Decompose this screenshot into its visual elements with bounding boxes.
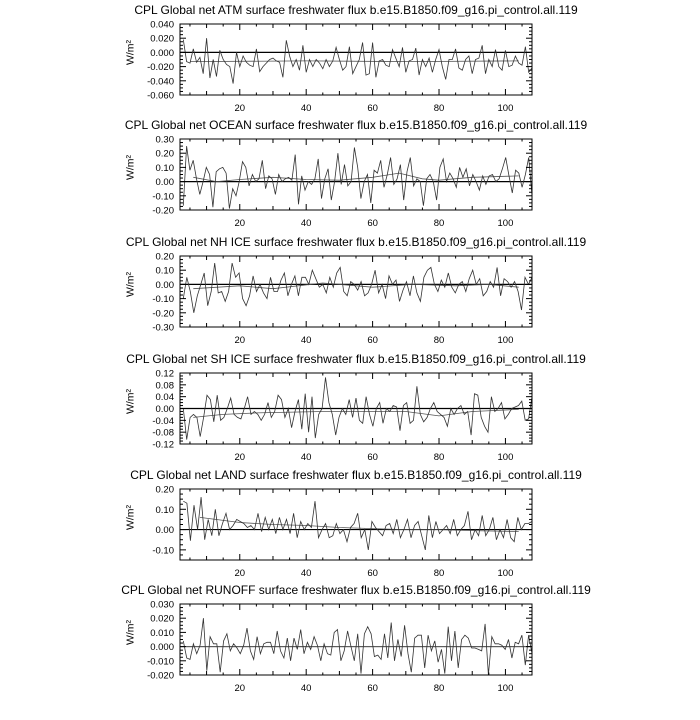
x-tick-label: 40 — [300, 683, 312, 694]
x-tick-label: 40 — [300, 335, 312, 346]
x-tick-label: 80 — [433, 335, 445, 346]
y-tick-label: 0.000 — [150, 47, 174, 59]
data-series-line — [183, 497, 532, 550]
chart-title: CPL Global net ATM surface freshwater flux b.e15.B1850.f09_g16.pi_control.all.119 — [134, 3, 578, 17]
x-tick-label: 60 — [367, 452, 378, 463]
x-tick-label: 100 — [497, 568, 514, 579]
x-tick-label: 40 — [300, 452, 312, 463]
y-tick-label: 0.030 — [150, 599, 174, 611]
plot-frame — [180, 489, 532, 560]
y-axis-label: W/m² — [124, 154, 137, 181]
running-mean-line — [190, 61, 519, 62]
y-tick-label: 0.00 — [155, 525, 174, 537]
x-tick-label: 40 — [300, 218, 312, 229]
x-tick-label: 60 — [367, 335, 378, 346]
y-tick-label: 0.08 — [155, 380, 174, 392]
y-tick-label: 0.10 — [155, 504, 174, 516]
y-tick-label: 0.04 — [155, 392, 174, 404]
y-tick-label: 0.20 — [155, 484, 174, 496]
y-tick-label: -0.040 — [147, 76, 174, 88]
y-tick-label: 0.12 — [155, 368, 174, 380]
x-tick-label: 80 — [433, 568, 445, 579]
plot-frame — [180, 139, 532, 210]
y-tick-label: 0.00 — [155, 177, 174, 189]
y-tick-label: -0.20 — [152, 205, 174, 217]
y-axis-label: W/m² — [124, 271, 137, 298]
plot-frame — [180, 604, 532, 675]
chart-title: CPL Global net OCEAN surface freshwater flux b.e15.B1850.f09_g16.pi_control.all.119 — [124, 118, 588, 132]
chart-title: CPL Global net SH ICE surface freshwater flux b.e15.B1850.f09_g16.pi_control.all.119 — [126, 352, 586, 366]
x-tick-label: 80 — [433, 218, 445, 229]
y-tick-label: -0.04 — [152, 415, 174, 427]
y-tick-label: -0.020 — [147, 62, 174, 74]
y-tick-label: 0.20 — [155, 251, 174, 263]
x-tick-label: 100 — [497, 103, 514, 114]
x-tick-label: 40 — [300, 568, 312, 579]
y-tick-label: -0.010 — [147, 656, 174, 668]
x-tick-label: 60 — [367, 103, 378, 114]
plot-frame — [180, 24, 532, 95]
y-tick-label: 0.040 — [150, 19, 174, 31]
y-tick-label: -0.10 — [152, 191, 174, 203]
y-axis-label: W/m² — [124, 504, 137, 531]
y-tick-label: 0.10 — [155, 265, 174, 277]
x-tick-label: 80 — [433, 103, 445, 114]
y-tick-label: -0.060 — [147, 90, 174, 102]
y-tick-label: -0.10 — [152, 294, 174, 306]
y-axis-label: W/m² — [124, 388, 137, 415]
x-tick-label: 60 — [367, 218, 378, 229]
data-series-line — [183, 263, 532, 313]
y-tick-label: 0.010 — [150, 627, 174, 639]
panel-runoff — [0, 583, 700, 720]
x-tick-label: 20 — [234, 568, 246, 579]
x-tick-label: 100 — [497, 452, 514, 463]
x-tick-label: 100 — [497, 683, 514, 694]
y-tick-label: -0.10 — [152, 545, 174, 557]
running-mean-line — [193, 173, 518, 182]
plot-area — [0, 599, 700, 720]
x-tick-label: 20 — [234, 218, 246, 229]
y-tick-label: 0.020 — [150, 33, 174, 45]
x-tick-label: 100 — [497, 218, 514, 229]
chart-title: CPL Global net LAND surface freshwater flux b.e15.B1850.f09_g16.pi_control.all.119 — [130, 468, 582, 482]
x-tick-label: 60 — [367, 683, 378, 694]
y-tick-label: -0.020 — [147, 670, 174, 682]
y-axis-label: W/m² — [124, 39, 137, 66]
y-tick-label: 0.10 — [155, 162, 174, 174]
x-tick-label: 80 — [433, 452, 445, 463]
x-tick-label: 40 — [300, 103, 312, 114]
y-tick-label: -0.08 — [152, 427, 174, 439]
y-tick-label: -0.20 — [152, 308, 174, 320]
x-tick-label: 20 — [234, 452, 246, 463]
y-tick-label: -0.12 — [152, 439, 174, 451]
x-tick-label: 20 — [234, 335, 246, 346]
y-axis-label: W/m² — [124, 619, 137, 646]
x-tick-label: 100 — [497, 335, 514, 346]
chart-title: CPL Global net RUNOFF surface freshwater flux b.e15.B1850.f09_g16.pi_control.all.119 — [121, 583, 591, 597]
y-tick-label: 0.00 — [155, 404, 174, 415]
y-tick-label: 0.00 — [155, 279, 174, 291]
y-tick-label: 0.020 — [150, 613, 174, 625]
chart-title: CPL Global net NH ICE surface freshwater flux b.e15.B1850.f09_g16.pi_control.all.119 — [125, 235, 587, 249]
x-tick-label: 60 — [367, 568, 378, 579]
y-tick-label: 0.20 — [155, 148, 174, 160]
x-tick-label: 20 — [234, 103, 246, 114]
y-tick-label: 0.000 — [150, 642, 174, 654]
y-tick-label: 0.30 — [155, 134, 174, 146]
x-tick-label: 20 — [234, 683, 246, 694]
x-tick-label: 80 — [433, 683, 445, 694]
y-tick-label: -0.30 — [152, 322, 174, 334]
